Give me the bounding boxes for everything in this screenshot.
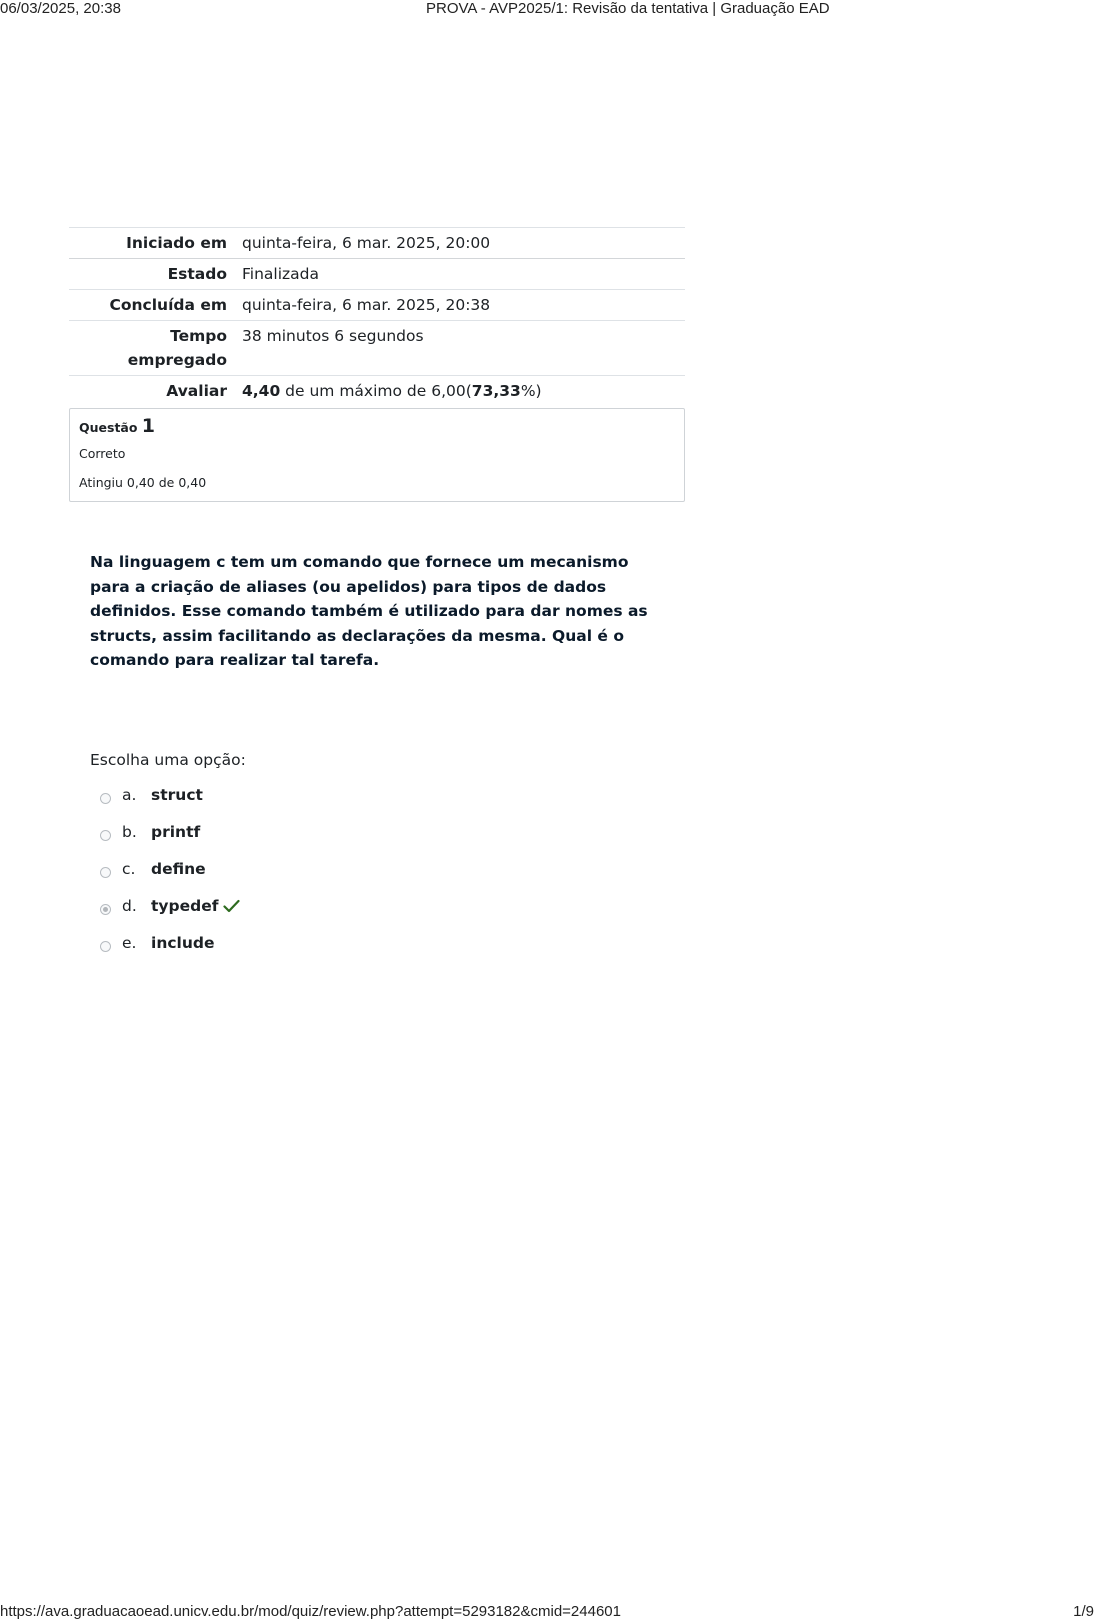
started-label: Iniciado em [126,234,227,252]
completed-label: Concluída em [109,296,227,314]
answer-option-e[interactable] [98,933,498,970]
option-text-a: struct [151,786,203,804]
grade-end-text: %) [520,382,542,400]
answer-option-d[interactable] [98,896,498,933]
print-page-title: PROVA - AVP2025/1: Revisão da tentativa | Graduação EAD [426,0,830,17]
grade-value [236,376,685,407]
state-value: Finalizada [242,265,320,283]
option-text-d: typedef [151,897,219,915]
time-value: 38 minutos 6 segundos [242,327,424,345]
question-mark: Atingiu 0,40 de 0,40 [79,475,207,490]
completed-value: quinta-feira, 6 mar. 2025, 20:38 [242,296,491,314]
time-label [69,321,236,376]
print-footer [0,1603,1094,1623]
option-text-e: include [151,934,215,952]
grade-score: 4,40 [242,382,281,400]
print-url: https://ava.graduacaoead.unicv.edu.br/mod/quiz/review.php?attempt=5293182&cmid=244601 [0,1603,621,1620]
time-label-line-2: empregado [127,351,227,369]
state-label: Estado [167,265,227,283]
summary-row-started [69,228,685,259]
option-text-b: printf [151,823,201,841]
grade-middle-text: de um máximo de 6,00( [280,382,472,400]
question-text: Na linguagem c tem um comando que fornece um mecanismo para a criação de aliases (ou apelidos) para tipos de dados definidos. Esse comando também é utilizado para dar nomes as structs, assim facilitando as declarações da mesma. Qual é o comando para realizar tal tarefa. [90,553,648,669]
option-letter-c: c. [122,860,136,878]
summary-row-state [69,259,685,290]
radio-a[interactable] [100,793,111,804]
option-letter-d: d. [122,897,137,915]
print-header [0,0,1094,20]
grade-label: Avaliar [166,382,227,400]
option-text-d-wrapper [151,897,240,915]
radio-b[interactable] [100,830,111,841]
summary-row-grade [69,376,685,407]
option-letter-b: b. [122,823,137,841]
answer-option-a[interactable] [98,785,498,822]
radio-c[interactable] [100,867,111,878]
question-info-box [69,408,685,502]
question-label: Questão [79,420,142,435]
started-value: quinta-feira, 6 mar. 2025, 20:00 [242,234,491,252]
question-number [79,415,155,437]
summary-row-time [69,321,685,376]
answer-prompt: Escolha uma opção: [90,751,246,769]
option-text-c: define [151,860,206,878]
time-label-line-1: Tempo [170,327,227,345]
print-page-number: 1/9 [1073,1603,1094,1620]
answer-options [98,785,498,970]
option-letter-a: a. [122,786,137,804]
answer-option-c[interactable] [98,859,498,896]
print-datetime: 06/03/2025, 20:38 [0,0,121,17]
option-letter-e: e. [122,934,137,952]
radio-e[interactable] [100,941,111,952]
question-number-value: 1 [141,415,156,437]
check-icon [223,899,240,913]
grade-percent: 73,33 [471,382,521,400]
answer-option-b[interactable] [98,822,498,859]
summary-row-completed [69,290,685,321]
attempt-summary-table [69,227,685,406]
radio-d[interactable] [100,904,111,915]
question-state: Correto [79,446,126,461]
